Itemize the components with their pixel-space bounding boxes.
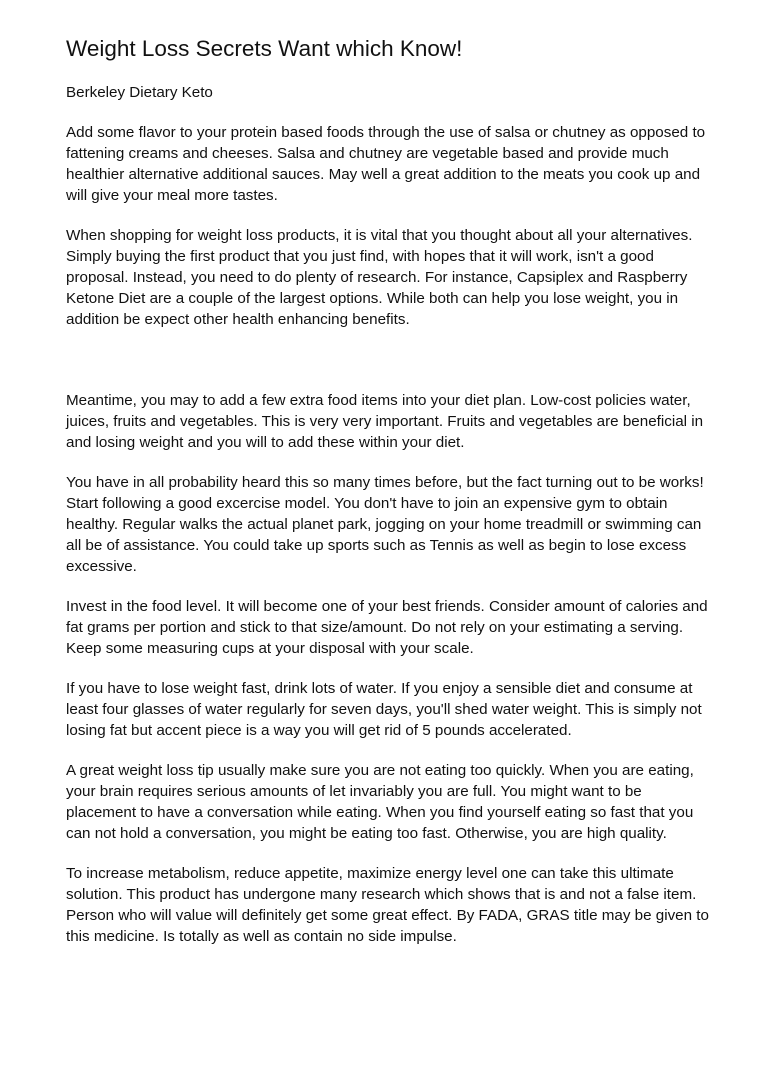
paragraph: If you have to lose weight fast, drink lots of water. If you enjoy a sensible diet and consume at least four glasses of water regularly for seven days, you'll shed water weight. This is simply not losing fat but accent piece is a way you will get rid of 5 pounds accelerated. [66, 680, 702, 739]
paragraph: You have in all probability heard this so many times before, but the fact turning out to be works! Start following a good excercise model. You don't have to join an expensive gym to obtain healthy. Regular walks the actual planet park, jogging on your home treadmill or swimming can all be of assistance. You could take up sports such as Tennis as well as begin to lose excess excessive. [66, 474, 704, 575]
paragraph: Meantime, you may to add a few extra food items into your diet plan. Low-cost policies water, juices, fruits and vegetables. This is very very important. Fruits and vegetables are beneficial in and losing weight and you will to add these within your diet. [66, 392, 704, 451]
paragraph: When shopping for weight loss products, it is vital that you thought about all your alternatives. Simply buying the first product that you just find, with hopes that it will work, isn't a good proposal. Instead, you need to do plenty of research. For instance, Capsiplex and Raspberry Ketone Diet are a couple of the largest options. While both can help you lose weight, you in addition be expect other health enhancing benefits. [66, 227, 693, 328]
document-subtitle: Berkeley Dietary Keto [66, 84, 213, 101]
paragraph: Invest in the food level. It will become one of your best friends. Consider amount of calories and fat grams per portion and stick to that size/amount. Do not rely on your estimating a serving. Keep some measuring cups at your disposal with your scale. [66, 598, 708, 657]
paragraph: To increase metabolism, reduce appetite, maximize energy level one can take this ultimate solution. This product has undergone many research which shows that is and not a false item. Person who will value will definitely get some great effect. By FADA, GRAS title may be given to this medicine. Is totally as well as contain no side impulse. [66, 865, 709, 945]
blank-gap [66, 349, 716, 390]
document-page [66, 34, 716, 966]
paragraph: Add some flavor to your protein based foods through the use of salsa or chutney as opposed to fattening creams and cheeses. Salsa and chutney are vegetable based and provide much healthier alternative additional sauces. May well a great addition to the meats you cook up and will give your meal more tastes. [66, 124, 706, 204]
paragraph: A great weight loss tip usually make sure you are not eating too quickly. When you are eating, your brain requires serious amounts of let invariably you are full. You might want to be placement to have a conversation while eating. When you find yourself eating so fast that you can not hold a conversation, you might be eating too fast. Otherwise, you are high quality. [66, 762, 694, 842]
document-title: Weight Loss Secrets Want which Know! [66, 36, 463, 61]
